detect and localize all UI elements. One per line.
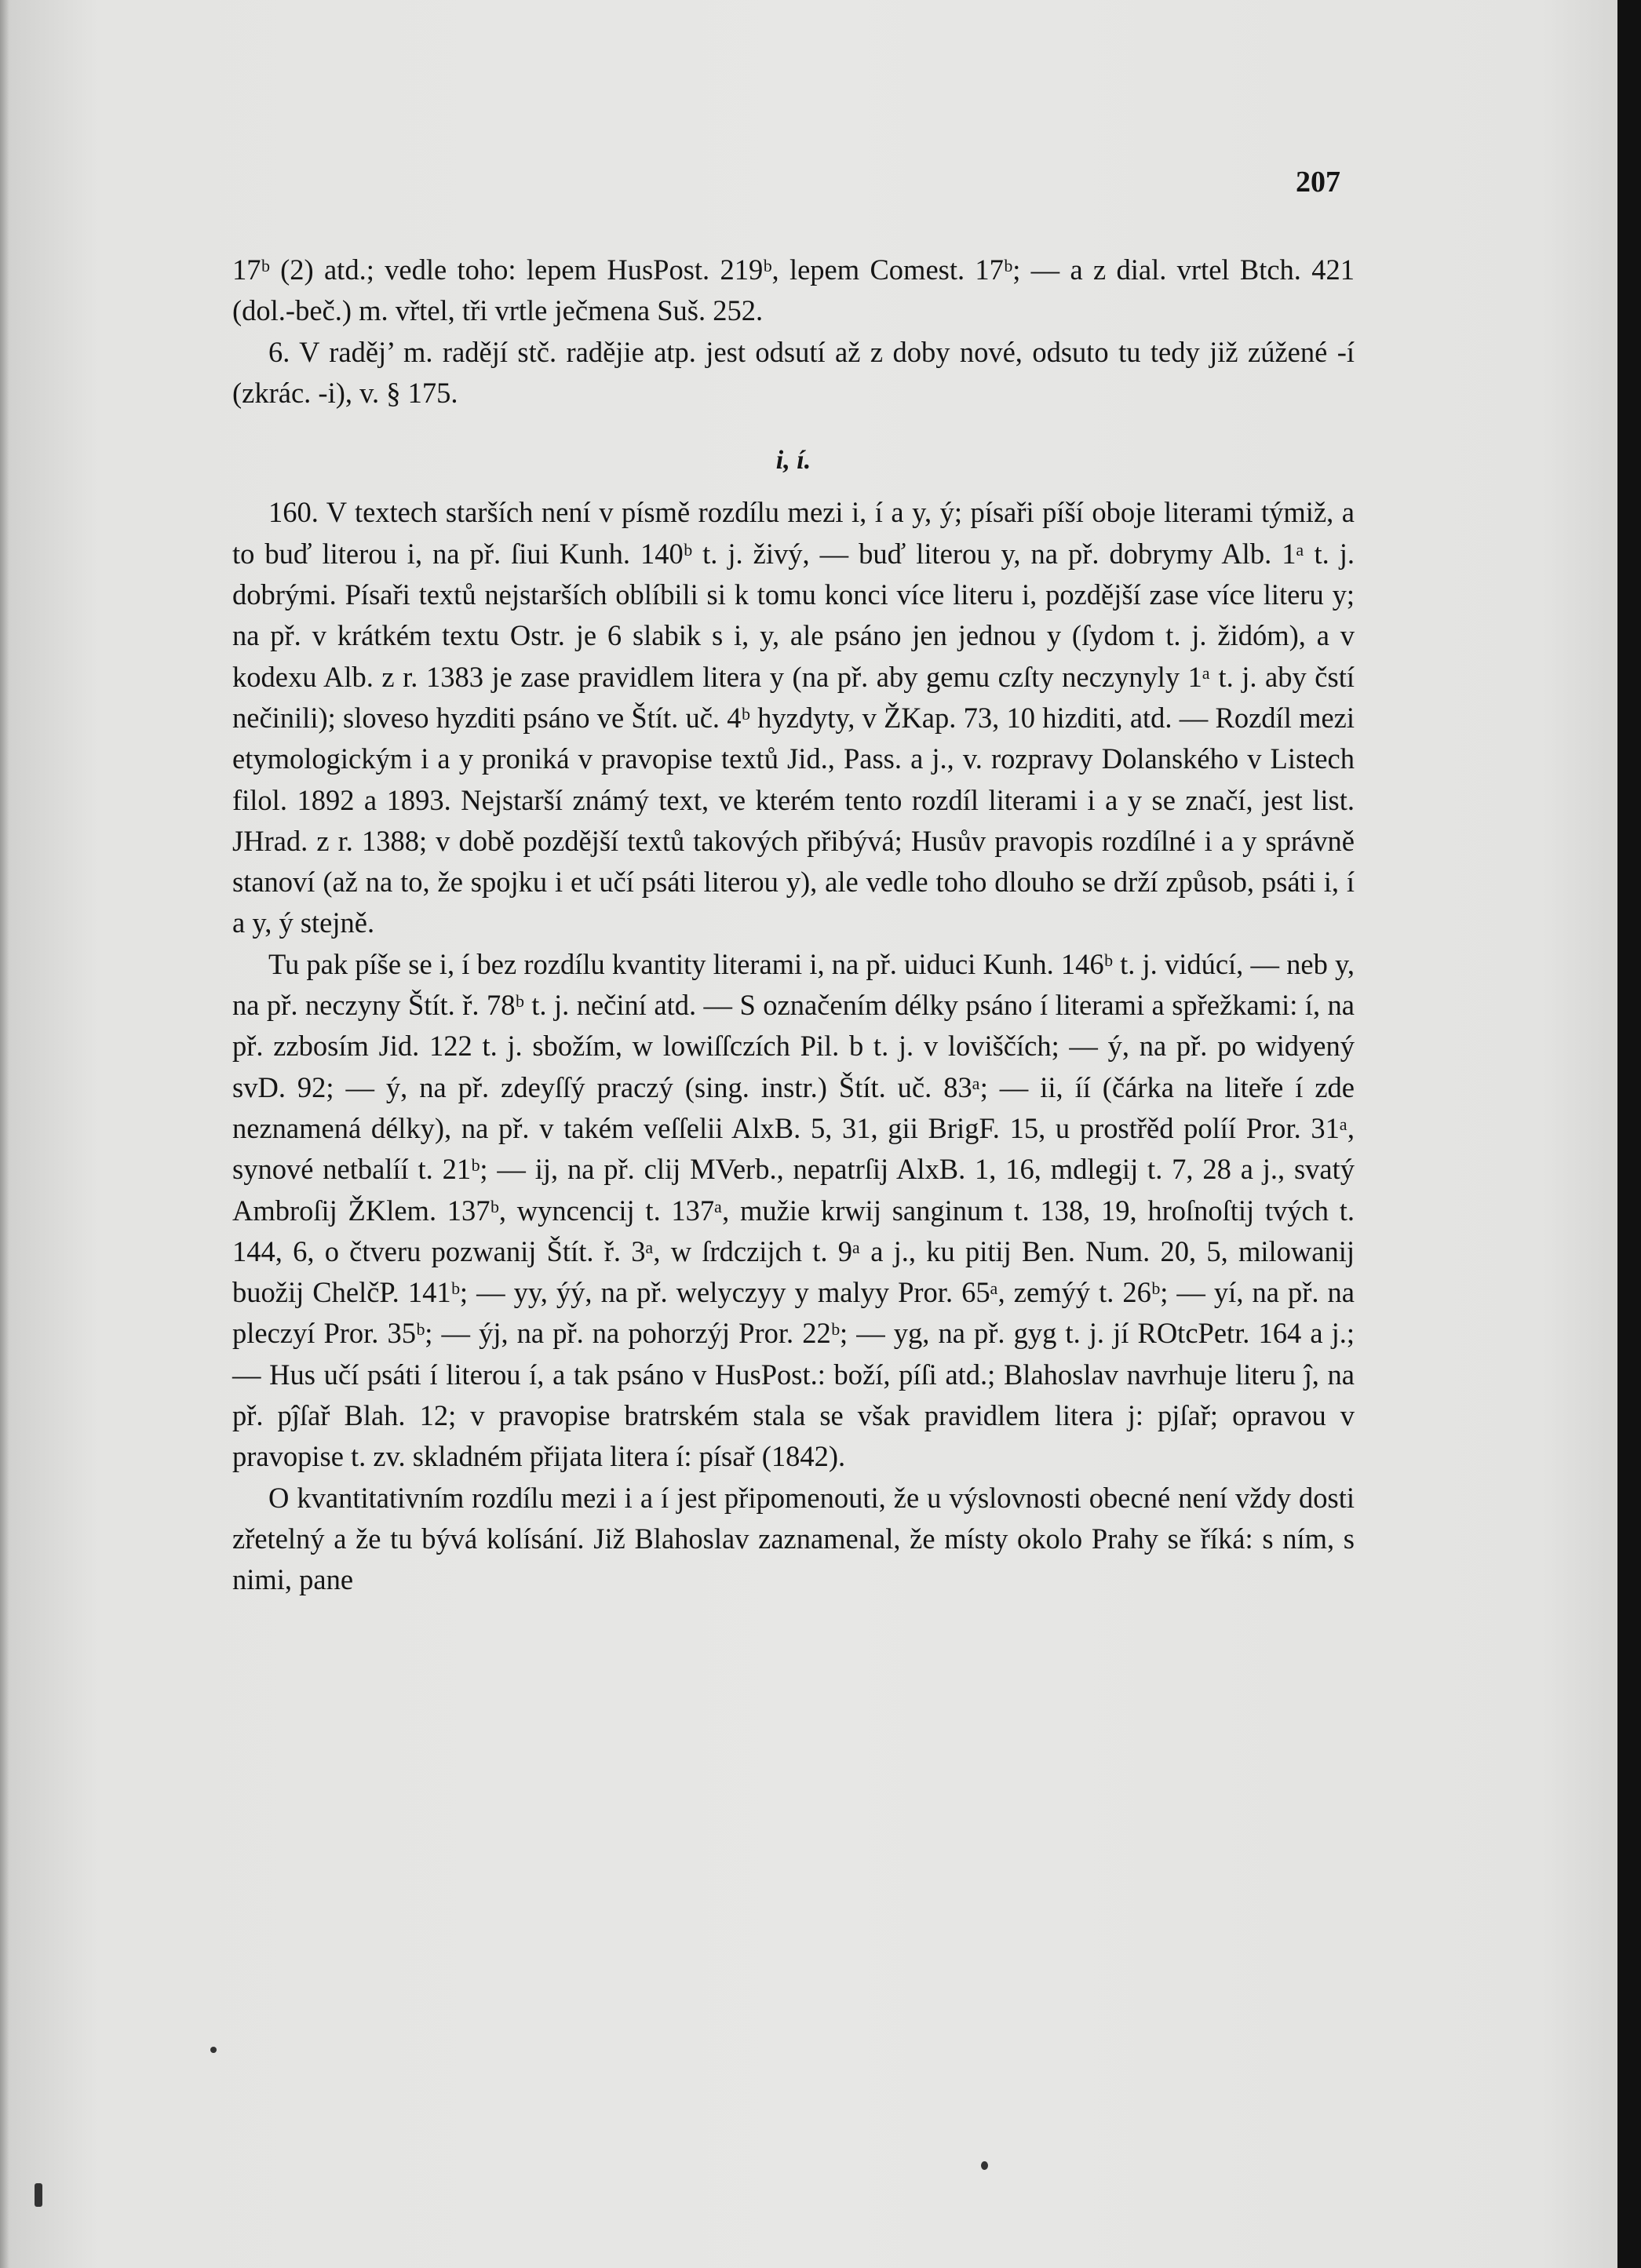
paragraph-160: 160. V textech starších není v písmě rozdílu mezi i, í a y, ý; písaři píší oboje literami týmiž, a to buď literou i, na př. ſiui Kunh. 140ᵇ t. j. živý, — buď literou y, na př. dobrymy Alb. 1ᵃ t. j. dobrými. Písaři textů nejstarších oblíbili si k tomu konci více literu i, pozdější zase více literu y; na př. v krátkém textu Ostr. je 6 slabik s i, y, ale psáno jen jednou y (ſydom t. j. židóm), a v kodexu Alb. z r. 1383 je zase pravidlem litera y (na př. aby gemu czſty neczynyly 1ᵃ t. j. aby čstí nečinili); sloveso hyzditi psáno ve Štít. uč. 4ᵇ hyzdyty, v ŽKap. 73, 10 hizditi, atd. — Rozdíl mezi etymologickým i a y proniká v pravopise textů Jid., Pass. a j., v. rozpravy Dolanského v Listech filol. 1892 a 1893. Nejstarší známý text, ve kterém tento rozdíl literami i a y se značí, jest list. JHrad. z r. 1388; v době pozdější textů takových přibývá; Husův pravopis rozdílné i a y správně stanoví (až na to, že spojku i et učí psáti literou y), ale vedle toho dlouho se drží způsob, psáti i, í a y, ý stejně. [232, 496, 1355, 939]
section-heading: i, í. [775, 446, 811, 476]
scan-border-right [1617, 0, 1641, 2268]
paragraph-6: 6. V raděj’ m. radějí stč. radějie atp. jest odsutí až z doby nové, odsuto tu tedy již zúžené -í (zkrác. -i), v. § 175. [232, 335, 1355, 409]
paragraph-o-kvantitativnim: O kvantitativním rozdílu mezi i a í jest připomenouti, že u výslovnosti obecné není vždy dosti zřetelný a že tu bývá kolísání. Již Blahoslav zaznamenal, že místy okolo Prahy se říká: s ním, s nimi, pane [232, 1481, 1355, 1596]
paragraph-tu-pak: Tu pak píše se i, í bez rozdílu kvantity literami i, na př. uiduci Kunh. 146ᵇ t. j. vidúcí, — neb y, na př. neczyny Štít. ř. 78ᵇ t. j. nečiní atd. — S označením délky psáno í literami a spřežkami: í, na př. zzbosím Jid. 122 t. j. sbožím, w lowiſſczích Pil. b t. j. v loviščích; — ý, na př. po widyený svD. 92; — ý, na př. zdeyſſý praczý (sing. instr.) Štít. uč. 83ᵃ; — ii, íí (čárka na liteře í zde neznamená délky), na př. v takém veſſelii AlxB. 5, 31, gii BrigF. 15, u prostřěd políí Pror. 31ᵃ, synové netbalíí t. 21ᵇ; — ij, na př. clij MVerb., nepatrſij AlxB. 1, 16, mdlegij t. 7, 28 a j., svatý Ambroſij ŽKlem. 137ᵇ, wyncencij t. 137ᵃ, mužie krwij sanginum t. 138, 19, hroſnoſtij tvých t. 144, 6, o čtveru pozwanij Štít. ř. 3ᵃ, w ſrdczijch t. 9ᵃ a j., ku pitij Ben. Num. 20, 5, milowanij buožij ChelčP. 141ᵇ; — yy, ýý, na př. welyczyy y malyy Pror. 65ᵃ, zemýý t. 26ᵇ; — yí, na př. na pleczyí Pror. 35ᵇ; — ýj, na př. na pohorzýj Pror. 22ᵇ; — yg, na př. gyg t. j. jí ROtcPetr. 164 a j.; — Hus učí psáti í literou í, a tak psáno v HusPost.: boží, píſi atd.; Blahoslav navrhuje literu ĵ, na př. pĵſař Blah. 12; v pravopise bratrském stala se však pravidlem litera j: pjſař; opravou v pravopise t. zv. skladném přijata litera í: písař (1842). [232, 947, 1355, 1473]
carryover-paragraph: 17ᵇ (2) atd.; vedle toho: lepem HusPost. 219ᵇ, lepem Comest. 17ᵇ; — a z dial. vrtel Btch. 421 (dol.-beč.) m. vřtel, tři vrtle ječmena Suš. 252. [232, 253, 1355, 327]
page-number: 207 [1296, 166, 1340, 199]
speck-mark [210, 2047, 217, 2053]
speck-mark [981, 2161, 988, 2170]
speck-mark [35, 2183, 42, 2207]
page-shadow-left [0, 0, 9, 2268]
body-text [232, 250, 1355, 1601]
